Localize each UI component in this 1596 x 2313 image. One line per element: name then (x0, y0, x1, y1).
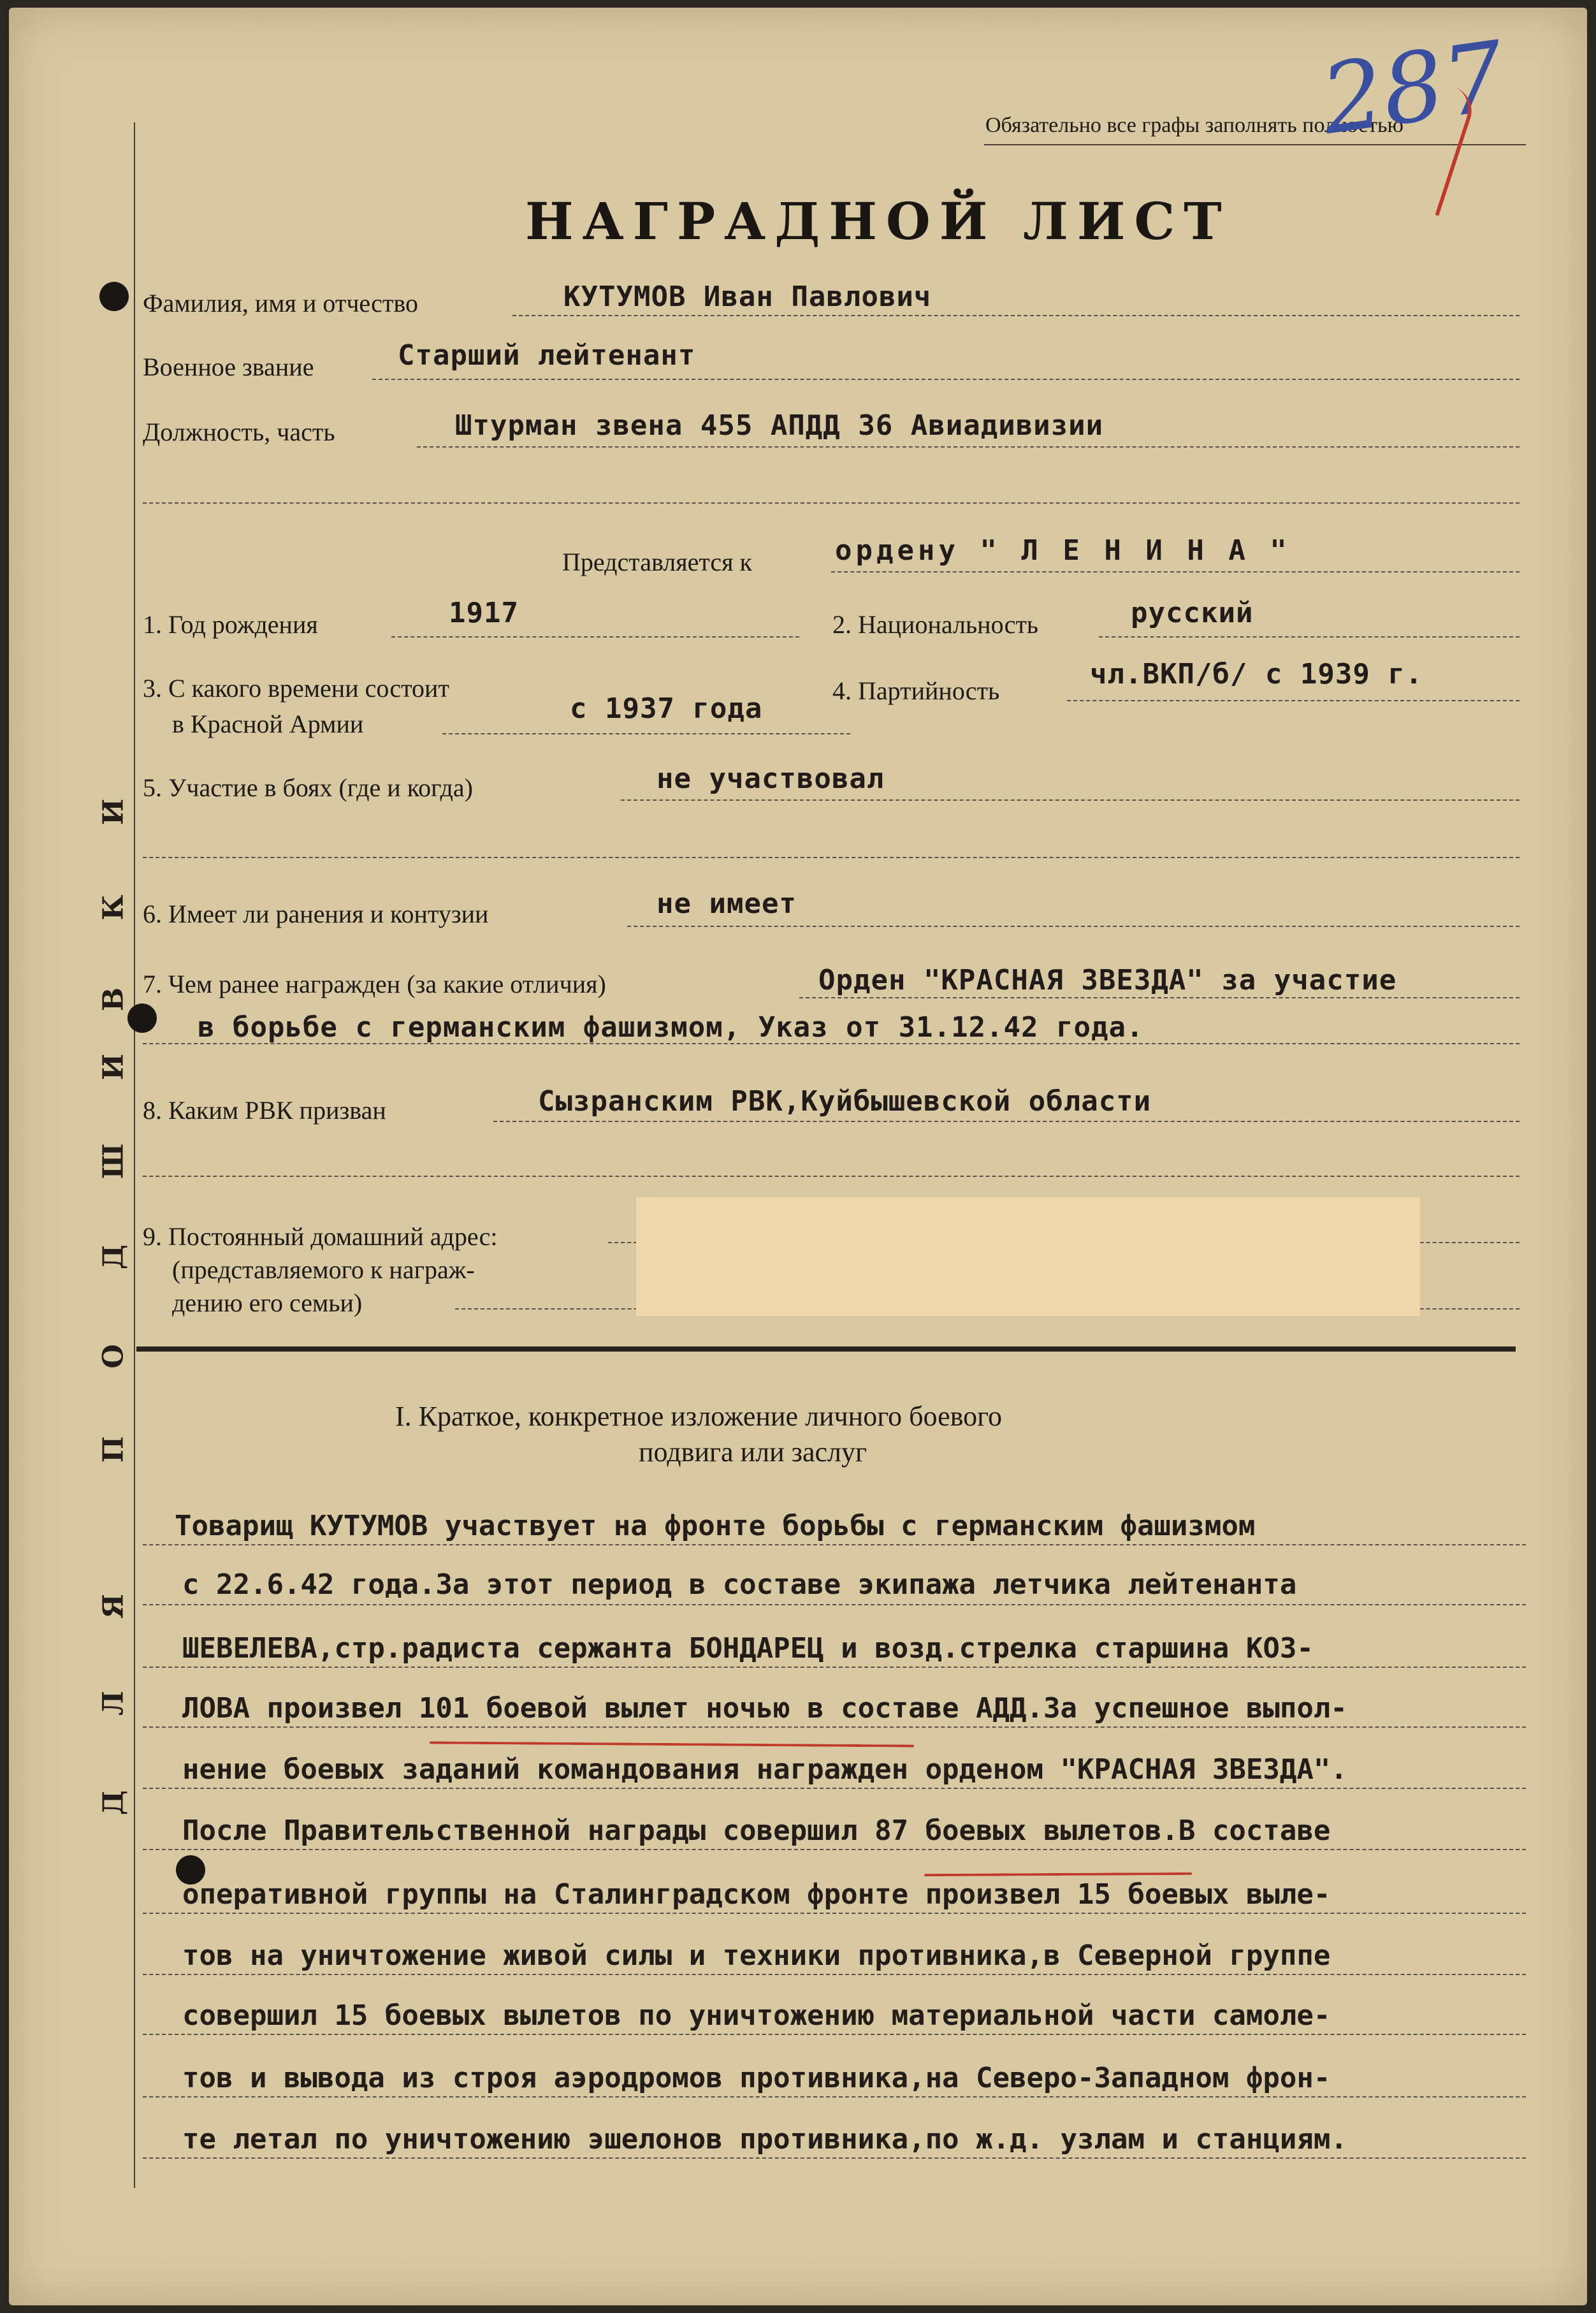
margin-letter: Л (97, 1691, 130, 1716)
battles-line (621, 799, 1520, 801)
margin-line (134, 122, 135, 2188)
red-underline-87 (924, 1872, 1192, 1876)
section-separator (136, 1346, 1516, 1352)
margin-letter: И (97, 1053, 130, 1081)
rvk-line-2 (143, 1176, 1520, 1177)
narrative-line-11: те летал по уничтожению эшелонов противника,по ж.д. узлам и станциям. (182, 2123, 1347, 2156)
rank-value: Старший лейтенант (398, 339, 696, 372)
section-heading-1: I. Краткое, конкретное изложение личного боевого (395, 1401, 1003, 1432)
prior-awards-label: 7. Чем ранее награжден (за какие отличия) (143, 970, 606, 998)
army-since-label-2: в Красной Армии (172, 710, 364, 738)
award-value: ордену " Л Е Н И Н А " (835, 534, 1291, 567)
position-line (417, 446, 1520, 448)
award-label: Представляется к (562, 548, 752, 576)
wounds-value: не имеет (657, 887, 797, 920)
margin-letter: В (97, 987, 130, 1012)
army-since-line (442, 733, 850, 734)
margin-letter: Ш (97, 1143, 130, 1179)
rank-label: Военное звание (143, 353, 314, 381)
narrative-rule (143, 1849, 1526, 1850)
rank-line (372, 379, 1520, 380)
narrative-line-6: После Правительственной награды совершил 87 боевых вылетов.В составе (182, 1814, 1331, 1847)
party-line (1067, 700, 1520, 701)
birth-year-label: 1. Год рождения (143, 610, 318, 639)
nationality-value: русский (1131, 597, 1254, 629)
red-underline-101 (430, 1741, 914, 1747)
award-line (831, 571, 1520, 573)
narrative-rule (143, 1667, 1526, 1668)
wounds-line (627, 926, 1520, 927)
address-label-3: дению его семьи) (172, 1288, 363, 1317)
margin-letter: И (97, 798, 130, 826)
birth-year-value: 1917 (449, 597, 519, 629)
position-label: Должность, часть (143, 418, 335, 446)
narrative-line-10: тов и вывода из строя аэродромов противника,на Северо-Западном фрон- (182, 2062, 1331, 2094)
army-since-label-1: 3. С какого времени состоит (143, 674, 449, 703)
narrative-rule (143, 1544, 1526, 1545)
narrative-rule (143, 2034, 1526, 2035)
prior-awards-value-2: в борьбе с германским фашизмом, Указ от 31.12.42 года. (198, 1011, 1144, 1044)
prior-awards-line-2 (143, 1043, 1520, 1044)
name-value: КУТУМОВ Иван Павлович (563, 281, 932, 313)
margin-letter: П (97, 1436, 130, 1463)
narrative-line-7: оперативной группы на Сталинградском фронте произвел 15 боевых выле- (182, 1878, 1331, 1911)
address-label-2: (представляемого к награж- (172, 1255, 475, 1284)
narrative-rule (143, 1913, 1526, 1914)
narrative-rule (143, 2157, 1526, 2159)
prior-awards-value-1: Орден "КРАСНАЯ ЗВЕЗДА" за участие (818, 964, 1397, 996)
narrative-rule (143, 1788, 1526, 1789)
punch-hole (127, 1003, 157, 1033)
narrative-line-3: ШЕВЕЛЕВА,стр.радиста сержанта БОНДАРЕЦ и возд.стрелка старшина КОЗ- (182, 1632, 1314, 1665)
position-value: Штурман звена 455 АПДД 36 Авиадивизии (455, 409, 1104, 442)
party-label: 4. Партийность (832, 676, 1000, 705)
narrative-line-8: тов на уничтожение живой силы и техники противника,в Северной группе (182, 1939, 1331, 1972)
narrative-line-1: Товарищ КУТУМОВ участвует на фронте борьбы с германским фашизмом (175, 1510, 1256, 1542)
party-value: чл.ВКП/б/ с 1939 г. (1090, 658, 1423, 690)
margin-letter: О (97, 1344, 130, 1369)
page-title: НАГРАДНОЙ ЛИСТ (525, 191, 1231, 251)
narrative-rule (143, 1726, 1526, 1728)
wounds-label: 6. Имеет ли ранения и контузии (143, 900, 489, 928)
archive-number: 287 (1315, 20, 1512, 157)
narrative-rule (143, 1604, 1526, 1605)
address-redaction (636, 1197, 1420, 1316)
battles-label: 5. Участие в боях (где и когда) (143, 773, 473, 802)
rvk-label: 8. Каким РВК призван (143, 1096, 386, 1125)
award-sheet (9, 8, 1587, 2305)
rvk-value: Сызранским РВК,Куйбышевской области (538, 1085, 1152, 1118)
section-heading-2: подвига или заслуг (639, 1436, 867, 1468)
name-label: Фамилия, имя и отчество (143, 289, 419, 317)
birth-year-line (391, 636, 799, 638)
nationality-label: 2. Национальность (832, 610, 1039, 639)
position-line-2 (143, 502, 1520, 504)
narrative-line-4: ЛОВА произвел 101 боевой вылет ночью в составе АДД.За успешное выпол- (182, 1692, 1347, 1725)
name-line (512, 315, 1520, 316)
narrative-line-5: нение боевых заданий командования награжден орденом "КРАСНАЯ ЗВЕЗДА". (182, 1753, 1347, 1786)
header-note: Обязательно все графы заполнять полностью (985, 113, 1404, 137)
punch-hole (99, 282, 129, 311)
narrative-line-2: с 22.6.42 года.За этот период в составе экипажа летчика лейтенанта (182, 1568, 1297, 1601)
narrative-rule (143, 1974, 1526, 1975)
narrative-line-9: совершил 15 боевых вылетов по уничтожению материальной части самоле- (182, 1999, 1331, 2032)
army-since-value: с 1937 года (570, 692, 763, 725)
address-label-1: 9. Постоянный домашний адрес: (143, 1222, 498, 1251)
battles-line-2 (143, 857, 1520, 858)
rvk-line (493, 1121, 1520, 1122)
prior-awards-line-1 (799, 997, 1520, 998)
margin-letter: Д (97, 1790, 130, 1816)
margin-letter: К (97, 894, 130, 921)
nationality-line (1099, 636, 1520, 638)
battles-value: не участвовал (657, 762, 885, 795)
narrative-rule (143, 2096, 1526, 2098)
margin-letter: Д (97, 1244, 130, 1270)
margin-letter: Я (97, 1594, 130, 1619)
